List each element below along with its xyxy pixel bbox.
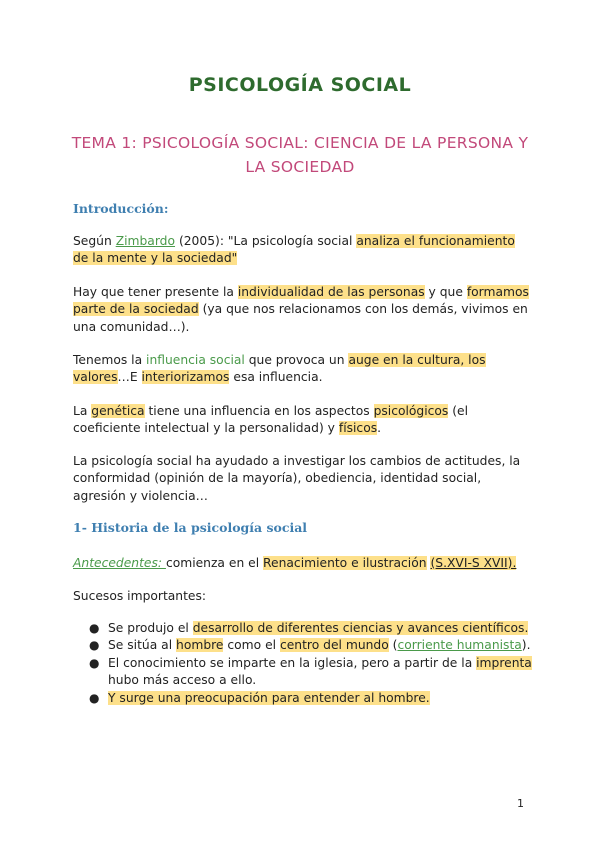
highlight: hombre — [176, 638, 224, 653]
paragraph-influencia — [73, 352, 533, 387]
text: comienza en el — [165, 556, 264, 570]
corriente-humanista-link[interactable]: corriente humanista — [397, 638, 522, 653]
text: tiene una influencia en los aspectos — [144, 404, 374, 418]
text: Hay que tener presente la — [73, 285, 238, 299]
text: hubo más acceso a ello. — [108, 673, 257, 688]
list-item — [73, 637, 533, 654]
list-item — [73, 620, 533, 637]
intro-heading: Introducción: — [73, 201, 169, 216]
highlight: individualidad de las personas — [237, 285, 425, 299]
text: …E — [117, 370, 142, 385]
highlight: Renacimiento e ilustración — [263, 556, 427, 570]
highlight-underlined: (S.XVI-S XVII). — [430, 556, 517, 570]
highlight: imprenta — [476, 655, 532, 670]
highlight: Y surge una preocupación para entender al hombre. — [108, 690, 430, 705]
highlight: formamos parte de la sociedad — [73, 285, 529, 317]
text: (el coeficiente intelectual y la personalidad) y — [73, 404, 469, 436]
paragraph-antecedentes — [73, 555, 533, 572]
highlight: auge en la cultura, los valores — [73, 353, 486, 385]
highlight: interiorizamos — [141, 370, 230, 385]
paragraph-individualidad — [73, 284, 533, 336]
text: esa influencia. — [229, 370, 323, 385]
green-text: influencia social — [146, 353, 245, 367]
highlight: centro del mundo — [279, 638, 389, 653]
text: (ya que nos relacionamos con los demás, vivimos en una comunidad…). — [73, 302, 528, 334]
text: Se sitúa al — [108, 638, 177, 653]
text: ( — [388, 638, 398, 653]
page-title: PSICOLOGÍA SOCIAL — [188, 74, 412, 96]
highlight: genética — [91, 404, 145, 418]
section-heading-historia: 1- Historia de la psicología social — [73, 520, 308, 535]
text: como el — [223, 638, 280, 653]
antecedentes-link[interactable]: Antecedentes: — [73, 556, 166, 570]
bullet-icon: ● — [89, 638, 100, 653]
highlight: desarrollo de diferentes ciencias y avances científicos. — [192, 621, 529, 635]
text: El conocimiento se imparte en la iglesia, pero a partir de la — [108, 655, 477, 670]
paragraph-psicologia-social: La psicología social ha ayudado a investigar los cambios de actitudes, la conformidad (opinión de la mayoría), obediencia, identidad social, agresión y violencia… — [73, 454, 521, 503]
text: . — [377, 421, 382, 436]
text: y que — [424, 285, 467, 299]
bullet-icon: ● — [89, 655, 100, 670]
page-number: 1 — [517, 797, 524, 810]
paragraph-sucesos: Sucesos importantes: — [73, 589, 207, 603]
zimbardo-link[interactable]: Zimbardo — [115, 234, 176, 248]
bullet-list — [73, 620, 533, 707]
text: Se produjo el — [108, 621, 193, 635]
text: Según — [73, 234, 116, 248]
list-item — [73, 655, 533, 690]
highlight: psicológicos — [373, 404, 449, 418]
topic-subtitle: TEMA 1: PSICOLOGÍA SOCIAL: CIENCIA DE LA PERSONA Y LA SOCIEDAD — [71, 134, 529, 176]
highlight: analiza el funcionamiento de la mente y la sociedad" — [73, 234, 515, 266]
text: que provoca un — [244, 353, 349, 367]
paragraph-genetica — [73, 403, 533, 438]
bullet-icon: ● — [89, 621, 100, 635]
text: Tenemos la — [73, 353, 147, 367]
list-item — [73, 690, 533, 707]
highlight: físicos — [338, 421, 378, 436]
text: La — [73, 404, 92, 418]
text: ). — [521, 638, 531, 653]
paragraph-zimbardo — [73, 233, 533, 268]
text: (2005): "La psicología social — [175, 234, 357, 248]
bullet-icon: ● — [89, 690, 100, 705]
